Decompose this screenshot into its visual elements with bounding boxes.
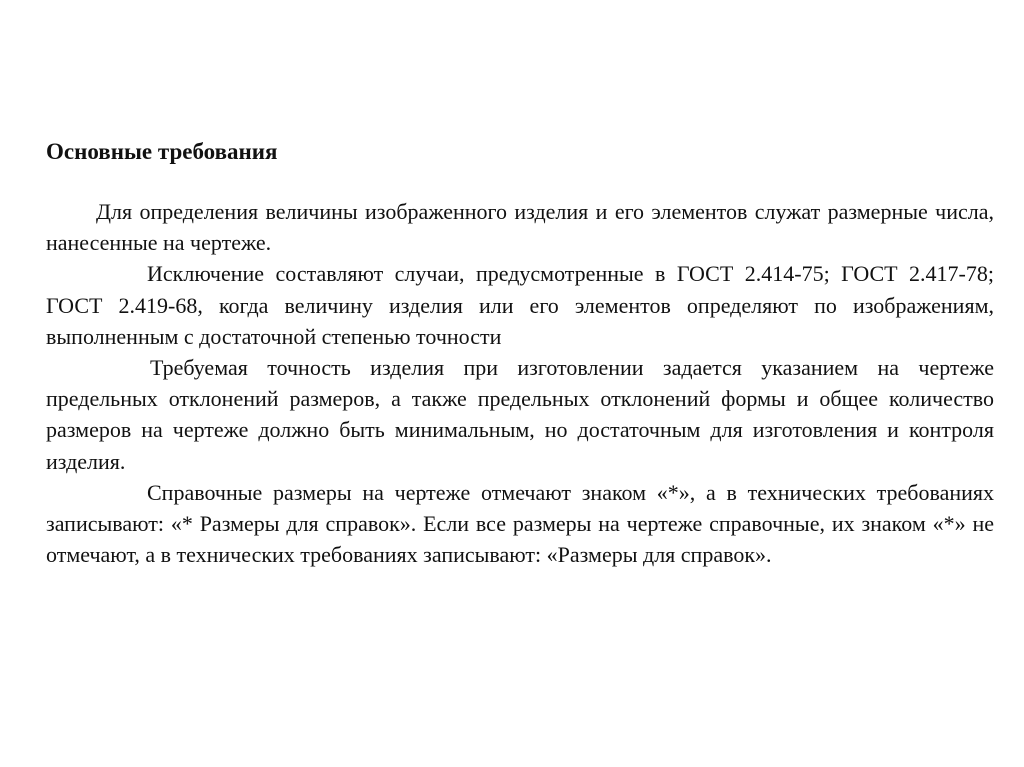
body-text <box>46 196 994 570</box>
paragraph-required-accuracy: Требуемая точность изделия при изготовлении задается указанием на чертеже предельных отклонений размеров, а также предельных отклонений формы и общее количество размеров на чертеже должно быть минимальным, но достаточным для изготовления и контроля изделия. <box>46 355 994 474</box>
paragraph-reference-dimensions: Справочные размеры на чертеже отмечают знаком «*», а в технических требованиях записывают: «* Размеры для справок». Если все размеры на чертеже справочные, их знаком «*» не отмечают, а в технических требованиях записывают: «Размеры для справок». <box>46 479 994 568</box>
paragraph-dimension-numbers: Для определения величины изображенного изделия и его элементов служат размерные числа, нанесенные на чертеже. <box>46 199 994 256</box>
paragraph-gost-exceptions: Исключение составляют случаи, предусмотренные в ГОСТ 2.414-75; ГОСТ 2.417-78; ГОСТ 2.419-68, когда величину изделия или его элементов определяют по изображениям, выполненным с достаточной степенью точности <box>46 261 994 349</box>
section-heading: Основные требования <box>46 139 278 164</box>
